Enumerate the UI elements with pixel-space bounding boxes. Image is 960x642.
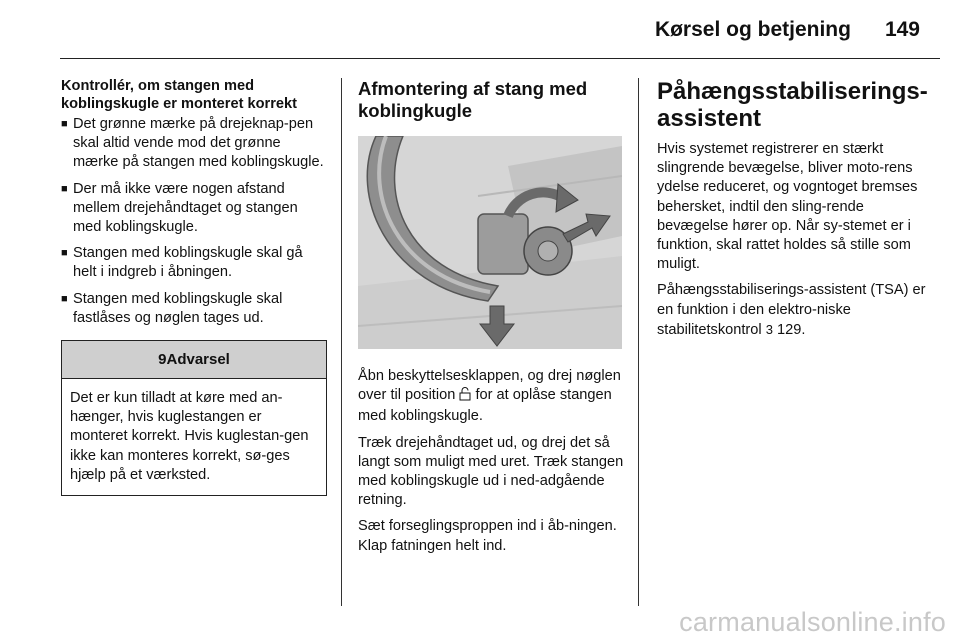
column-3 bbox=[657, 78, 927, 347]
header-rule bbox=[60, 58, 940, 59]
column-2 bbox=[358, 78, 628, 563]
tsa-heading: Påhængsstabiliserings-assistent bbox=[657, 78, 928, 132]
page-reference-link[interactable]: 129. bbox=[777, 321, 806, 338]
bullet-icon: ■ bbox=[61, 118, 68, 130]
page-number: 149 bbox=[884, 18, 920, 41]
column-divider-2 bbox=[638, 78, 639, 606]
section-title: Kørsel og betjening bbox=[654, 18, 851, 41]
column-1 bbox=[61, 78, 327, 496]
list-item: ■ Det grønne mærke på drejeknap-pen skal altid vende mod det grønne mærke på stangen med koblingskugle. bbox=[61, 116, 324, 171]
removal-heading: Afmontering af stang med koblingkugle bbox=[358, 78, 588, 121]
page-reference-icon: 3 bbox=[765, 321, 773, 337]
list-item: ■ Stangen med koblingskugle skal gå helt i indgreb i åbningen. bbox=[61, 245, 303, 281]
list-item: ■ Der må ikke være nogen afstand mellem drejehåndtaget og stangen med koblingskugle. bbox=[61, 180, 298, 236]
removal-step-1: Åbn beskyttelsesklappen, og drej nøglen over til position for at oplåse stangen med koblingskugle. bbox=[358, 368, 621, 425]
warning-text: Det er kun tilladt at køre med an-hænger, hvis kuglestangen er monteret korrekt. Hvis kuglestan-gen ikke kan monteres korrekt, sø-ges hjælp på et værksted. bbox=[70, 390, 309, 483]
page-header bbox=[655, 18, 920, 42]
warning-icon: 9 bbox=[158, 351, 167, 369]
check-list bbox=[61, 115, 327, 328]
warning-box bbox=[61, 340, 327, 496]
tsa-description: Hvis systemet registrerer en stærkt slingrende bevægelse, bliver moto-rens ydelse reduceret, og vogntoget bremses behersket, indtil den sling-rende bevægelse hører op. Når sy-stemet er i funktion, skal rattet holdes så stille som muligt. bbox=[657, 141, 918, 273]
towbar-removal-illustration bbox=[358, 136, 622, 349]
check-heading: Kontrollér, om stangen med koblingskugle er monteret korrekt bbox=[61, 78, 297, 112]
bullet-icon: ■ bbox=[61, 182, 68, 195]
list-item: ■ Stangen med koblingskugle skal fastlåses og nøglen tages ud. bbox=[61, 290, 283, 326]
removal-step-2: Træk drejehåndtaget ud, og drej det så langt som muligt med uret. Træk stangen med koblingskugle ud i ned-adgående retning. bbox=[358, 434, 624, 509]
bullet-icon: ■ bbox=[61, 292, 68, 305]
warning-header bbox=[62, 341, 326, 379]
column-divider-1 bbox=[341, 78, 342, 606]
warning-title: Advarsel bbox=[166, 351, 230, 369]
bullet-icon: ■ bbox=[61, 247, 68, 260]
watermark: carmanualsonline.info bbox=[679, 607, 946, 637]
tsa-reference: Påhængsstabiliserings-assistent (TSA) er en funktion i den elektro-niske stabilitetskontrol 3 129. bbox=[657, 282, 926, 338]
removal-step-3: Sæt forseglingsproppen ind i åb-ningen. Klap fatningen helt ind. bbox=[358, 518, 617, 554]
unlock-icon bbox=[459, 387, 471, 407]
